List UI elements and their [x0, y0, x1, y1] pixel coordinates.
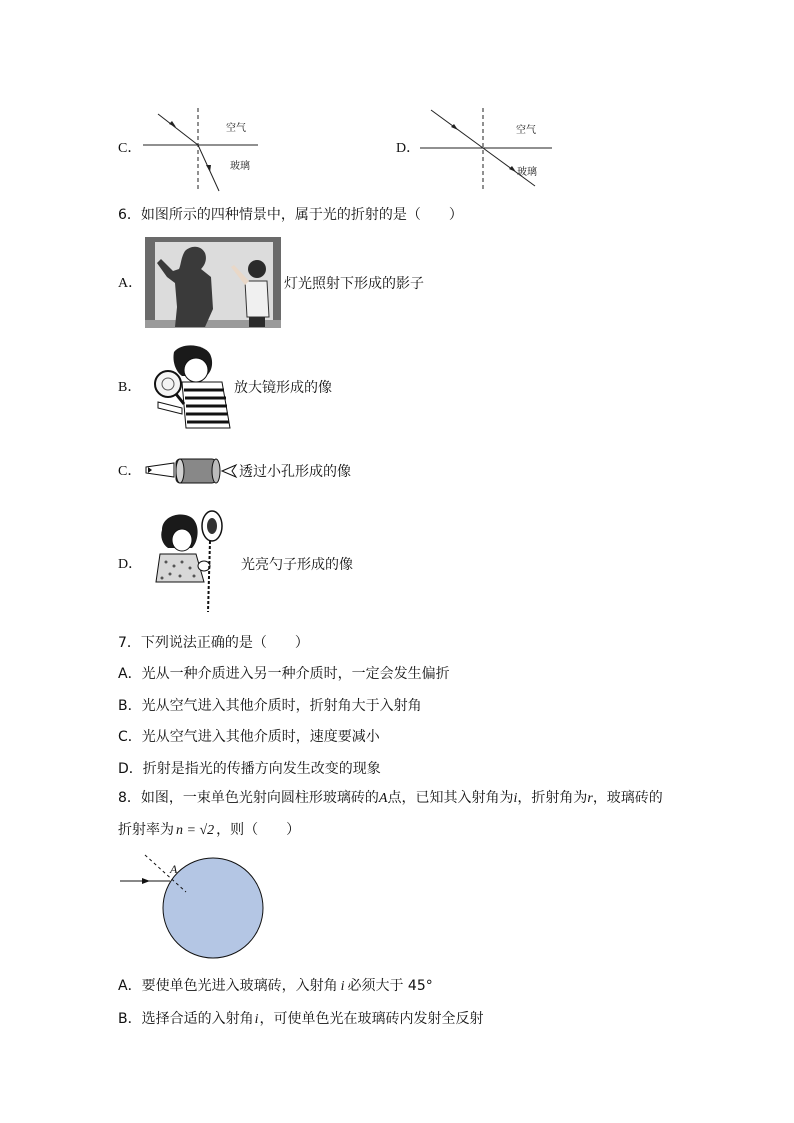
q8-point-a: A: [378, 791, 388, 806]
q6-option-b-text: 放大镜形成的像: [234, 380, 332, 396]
q5-option-d-air-label: 空气: [516, 125, 536, 136]
q8-option-a: [118, 977, 433, 996]
q7-option-a: A．光从一种介质进入另一种介质时，一定会发生偏折: [118, 666, 450, 682]
q8-line2-part2: ，则（ ）: [216, 822, 301, 838]
q6-stem: 6．如图所示的四种情景中，属于光的折射的是（ ）: [118, 207, 463, 223]
q8-figure-point-label: A: [170, 862, 178, 876]
q6-option-d-letter: D．: [118, 557, 143, 572]
q6-option-d-text: 光亮勺子形成的像: [241, 557, 353, 573]
q6-option-b-letter: B．: [118, 380, 142, 395]
q8-option-b-angle: i: [254, 1012, 259, 1027]
q5-option-c-glass-label: 玻璃: [230, 161, 250, 172]
q8-option-a-angle: i: [340, 979, 345, 994]
q8-option-b-part2: ，可使单色光在玻璃砖内发射全反射: [259, 1011, 484, 1027]
q8-option-a-part2: 必须大于 45°: [347, 978, 433, 994]
q7-option-c: C．光从空气进入其他介质时，速度要减小: [118, 729, 380, 745]
q8-stem-part3: ，折射角为: [517, 790, 588, 806]
q8-refraction-angle: r: [587, 791, 593, 806]
q8-refractive-index-formula: n = √2: [176, 823, 215, 838]
q8-option-b: [118, 1010, 484, 1029]
q5-option-c-letter: C．: [118, 141, 142, 156]
q6-option-c-letter: C．: [118, 464, 142, 479]
q5-option-c-air-label: 空气: [226, 123, 246, 134]
q5-option-d-glass-label: 玻璃: [517, 167, 537, 178]
q7-option-d: D．折射是指光的传播方向发生改变的现象: [118, 761, 381, 777]
q6-option-c-text: 透过小孔形成的像: [239, 464, 351, 480]
q8-line2-part1: 折射率为: [118, 822, 174, 838]
q6-option-a-letter: A．: [118, 276, 143, 291]
q8-stem-part4: ，玻璃砖的: [592, 790, 663, 806]
q6-option-a-text: 灯光照射下形成的影子: [284, 276, 424, 292]
q5-option-d-letter: D．: [396, 141, 421, 156]
q8-option-a-part1: A．要使单色光进入玻璃砖，入射角: [118, 978, 338, 994]
q8-stem-part2: 点，已知其入射角为: [387, 790, 514, 806]
q8-stem-part1: 8．如图，一束单色光射向圆柱形玻璃砖的: [118, 790, 379, 806]
q7-option-b: B．光从空气进入其他介质时，折射角大于入射角: [118, 698, 422, 714]
q7-stem: 7．下列说法正确的是（ ）: [118, 635, 309, 651]
q8-incident-angle: i: [513, 791, 518, 806]
q8-option-b-part1: B．选择合适的入射角: [118, 1011, 254, 1027]
